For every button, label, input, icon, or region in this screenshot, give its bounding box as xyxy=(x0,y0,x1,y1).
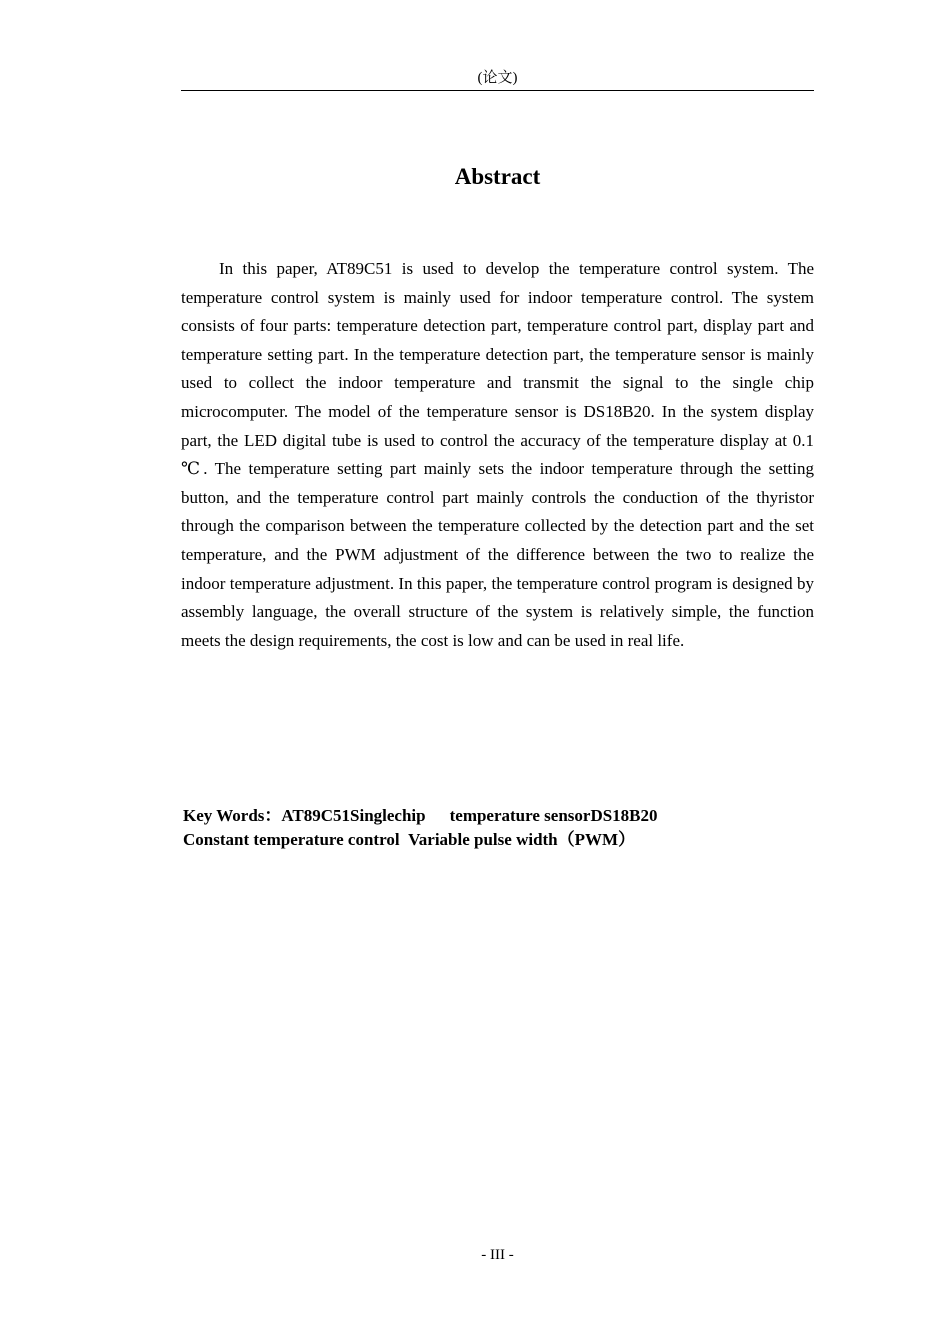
page-number: - III - xyxy=(481,1247,514,1263)
abstract-title: Abstract xyxy=(454,164,541,189)
keywords-line-1 xyxy=(183,804,823,828)
keyword-term: AT89C51Singlechip xyxy=(281,806,426,825)
keyword-term: Variable pulse width（PWM） xyxy=(408,830,636,849)
abstract-paragraph: In this paper, AT89C51 is used to develop the temperature control system. The temperature control system is mainly used for indoor temperature control. The system consists of four parts: temperature detection part, temperature control part, display part and temperature setting part. In the temperature detection part, the temperature sensor is mainly used to collect the indoor temperature and transmit the signal to the single chip microcomputer. The model of the temperature sensor is DS18B20. In the system display part, the LED digital tube is used to control the accuracy of the temperature display at 0.1 ℃. The temperature setting part mainly sets the indoor temperature through the setting button, and the temperature control part mainly controls the conduction of the thyristor through the comparison between the temperature collected by the detection part and the set temperature, and the PWM adjustment of the difference between the two to realize the indoor temperature adjustment. In this paper, the temperature control program is designed by assembly language, the overall structure of the system is relatively simple, the function meets the design requirements, the cost is low and can be used in real life. xyxy=(181,259,814,650)
keywords-block xyxy=(183,804,823,852)
header-divider xyxy=(181,90,814,91)
keyword-term: Constant temperature control xyxy=(183,830,400,849)
keywords-line-2 xyxy=(183,828,823,852)
keyword-term: temperature sensorDS18B20 xyxy=(449,806,658,825)
page-header: (论文) xyxy=(477,70,518,86)
keywords-label: Key Words： xyxy=(183,806,282,825)
